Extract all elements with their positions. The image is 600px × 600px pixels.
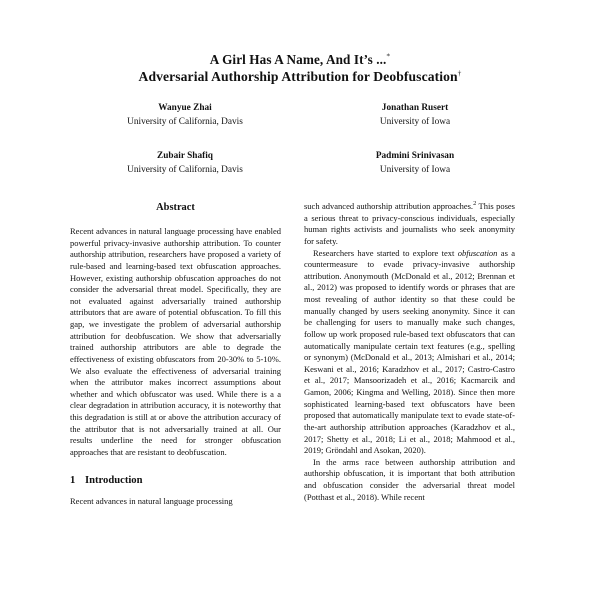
paper-title-line-1 xyxy=(70,52,530,69)
section-number: 1 xyxy=(70,474,76,486)
continued-paragraph-pre: such advanced authorship attribution approaches. xyxy=(304,201,474,211)
title-footnote-dagger: † xyxy=(457,67,462,77)
author-name: Zubair Shafiq xyxy=(157,151,213,161)
author-affiliation: University of California, Davis xyxy=(127,165,243,175)
author-block xyxy=(70,102,530,177)
author-affiliation: University of California, Davis xyxy=(127,117,243,127)
continued-paragraph-post: This poses a serious threat to privacy-conscious individuals, especially human rights activists and journalists who seek anonymity for safety. xyxy=(304,201,515,246)
author-affiliation: University of Iowa xyxy=(379,117,451,127)
title-footnote-asterisk: * xyxy=(386,51,391,61)
introduction-paragraph: Recent advances in natural language processing xyxy=(70,495,233,506)
author-name: Wanyue Zhai xyxy=(158,103,212,113)
researchers-paragraph xyxy=(304,248,515,457)
right-column xyxy=(304,201,515,507)
obfuscation-emphasis: obfuscation xyxy=(457,247,498,258)
title-block xyxy=(70,0,530,85)
section-heading-introduction xyxy=(70,474,281,487)
researchers-paragraph-b: as a countermeasure to evade privacy-invasive authorship attribution. Anonymouth (McDonald et al., 2012; Brennan et al., 2012) was proposed to identify words or phrases that are most revealing of author identity so that these could be manually changed by users seeking anonymity. Since it can be challenging for users to manually make such changes, follow up work proposed rule-based text obfuscators that can automatically manipulate certain text features (e.g., spelling or synonym) (McDonald et al., 2013; Almishari et al., 2014; Keswani et al., 2016; Karadzhov et al., 2017; Castro-Castro et al., 2017; Mansoorizadeh et al., 2016; Kacmarcik and Gamon, 2006; Kingma and Welling, 2018). Since then more sophisticated learning-based text obfuscators have been proposed that automatically manipulate text to evade state-of-the-art authorship attribution approaches (Karadzhov et al., 2017; Shetty et al., 2018; Li et al., 2018; Mahmood et al., 2019; Gröndahl and Asokan, 2020). xyxy=(304,247,516,456)
author-affiliation: University of Iowa xyxy=(379,165,451,175)
author-entry xyxy=(300,150,530,177)
author-name: Jonathan Rusert xyxy=(381,103,449,113)
footnote-marker-2: 2 xyxy=(473,200,477,208)
arms-race-paragraph: In the arms race between authorship attribution and authorship obfuscation, it is important that both attribution and obfuscation consider the adversarial threat model (Potthast et al., 2018). While recent xyxy=(304,456,515,502)
author-entry xyxy=(70,102,300,129)
paper-title-line-2 xyxy=(70,69,530,86)
author-row xyxy=(70,150,530,177)
author-name: Padmini Srinivasan xyxy=(375,151,455,161)
author-entry xyxy=(70,150,300,177)
author-entry xyxy=(300,102,530,129)
researchers-paragraph-a: Researchers have started to explore text xyxy=(313,247,458,258)
continued-paragraph xyxy=(304,201,515,248)
author-row xyxy=(70,102,530,129)
paper-title-line-1-text: A Girl Has A Name, And It’s ... xyxy=(209,52,387,67)
body-columns xyxy=(70,201,530,507)
paper-title-line-2-text: Adversarial Authorship Attribution for Deobfuscation xyxy=(138,68,458,84)
section-title: Introduction xyxy=(85,474,143,486)
abstract-text: Recent advances in natural language processing have enabled powerful privacy-invasive authorship attribution. To counter authorship attribution, researchers have proposed a variety of rule-based and learning-based text obfuscation approaches. However, existing authorship obfuscation approaches do not consider the adversarial threat model. Specifically, they are not evaluated against adversarially trained authorship attributors that are aware of potential obfuscation. To fill this gap, we investigate the problem of adversarial authorship attribution for deobfuscation. We show that adversarially trained authorship attributors are able to degrade the effectiveness of existing obfuscators from 20-30% to 5-10%. We also evaluate the effectiveness of adversarial training when the attributor makes incorrect assumptions about whether and which obfuscator was used. While there is a a clear degradation in attribution accuracy, it is noteworthy that this degradation is still at or above the attribution accuracy of the attributor that is not adversarially trained at all. Our results underline the need for stronger obfuscation approaches that are resistant to deobfuscation. xyxy=(70,226,281,457)
abstract-heading: Abstract xyxy=(156,202,195,213)
left-column xyxy=(70,201,281,507)
